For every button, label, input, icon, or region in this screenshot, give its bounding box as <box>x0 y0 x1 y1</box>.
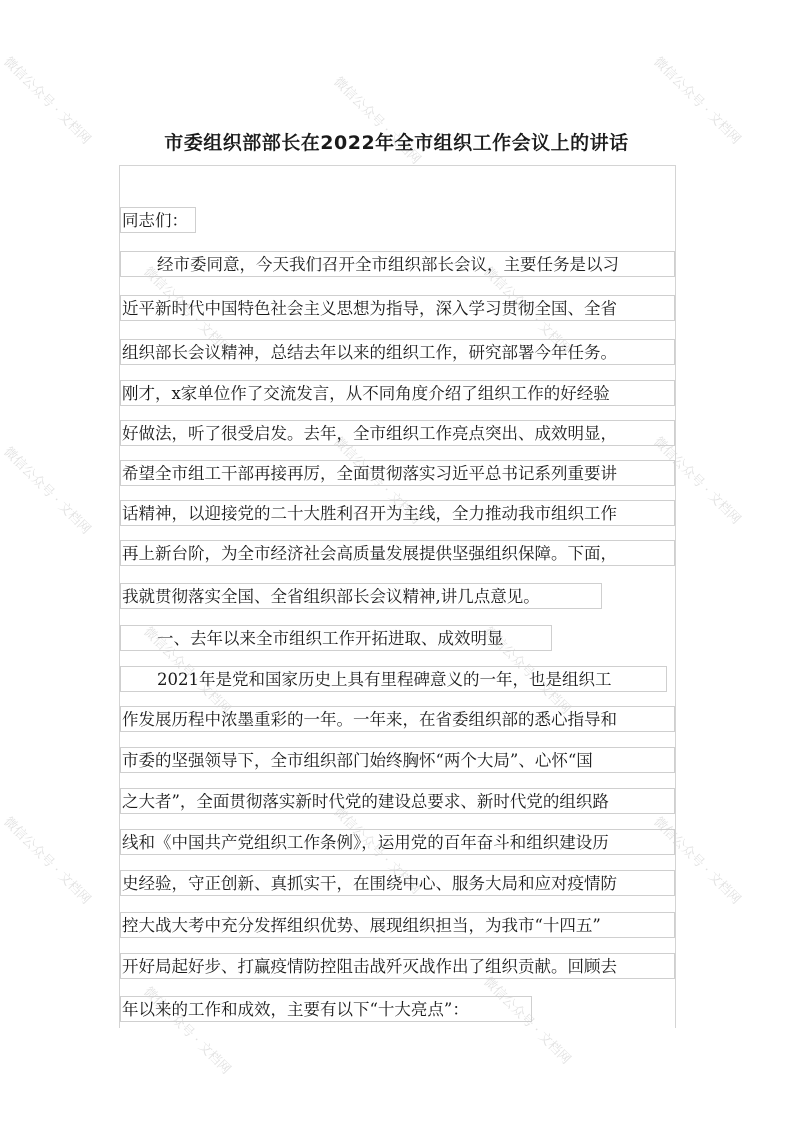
paragraph-line: 作发展历程中浓墨重彩的一年。一年来，在省委组织部的悉心指导和 <box>120 706 675 732</box>
watermark-text: 微信公众号 · 文档网 <box>140 984 234 1078</box>
watermark-text: 微信公众号 · 文档网 <box>140 264 234 358</box>
section-heading: 一、去年以来全市组织工作开拓进取、成效明显 <box>120 625 552 651</box>
paragraph-line: 经市委同意，今天我们召开全市组织部长会议，主要任务是以习 <box>120 251 675 277</box>
watermark-text: 微信公众号 · 文档网 <box>330 804 424 898</box>
paragraph-line: 组织部长会议精神，总结去年以来的组织工作，研究部署今年任务。 <box>120 339 675 365</box>
paragraph-line: 好做法，听了很受启发。去年，全市组织工作亮点突出、成效明显， <box>120 420 675 446</box>
watermark-text: 微信公众号 · 文档网 <box>480 974 574 1068</box>
watermark-text: 微信公众号 · 文档网 <box>330 74 424 168</box>
watermark-text: 微信公众号 · 文档网 <box>480 624 574 718</box>
watermark-text: 微信公众号 · 文档网 <box>0 444 94 538</box>
paragraph-line: 近平新时代中国特色社会主义思想为指导，深入学习贯彻全国、全省 <box>120 295 675 321</box>
watermark-text: 微信公众号 · 文档网 <box>0 54 94 148</box>
paragraph-line: 史经验，守正创新、真抓实干，在围绕中心、服务大局和应对疫情防 <box>120 870 675 896</box>
paragraph-line: 同志们： <box>120 207 196 233</box>
watermark-text: 微信公众号 · 文档网 <box>650 434 744 528</box>
paragraph-line: 控大战大考中充分发挥组织优势、展现组织担当，为我市“十四五” <box>120 912 675 938</box>
document-title: 市委组织部部长在2022年全市组织工作会议上的讲话 <box>164 132 629 154</box>
paragraph-line: 线和《中国共产党组织工作条例》，运用党的百年奋斗和组织建设历 <box>120 829 675 855</box>
paragraph-line: 之大者”，全面贯彻落实新时代党的建设总要求、新时代党的组织路 <box>120 788 675 814</box>
paragraph-line: 开好局起好步、打赢疫情防控阻击战歼灭战作出了组织贡献。回顾去 <box>120 953 675 979</box>
paragraph-line: 市委的坚强领导下，全市组织部门始终胸怀“两个大局”、心怀“国 <box>120 747 675 773</box>
watermark-text: 微信公众号 · 文档网 <box>480 264 574 358</box>
paragraph-line: 年以来的工作和成效，主要有以下“十大亮点”： <box>120 996 532 1022</box>
paragraph-line: 我就贯彻落实全国、全省组织部长会议精神,讲几点意见。 <box>120 583 602 609</box>
watermark-text: 微信公众号 · 文档网 <box>0 814 94 908</box>
paragraph-line: 希望全市组工干部再接再厉，全面贯彻落实习近平总书记系列重要讲 <box>120 460 675 486</box>
paragraph-line: 刚才，x家单位作了交流发言，从不同角度介绍了组织工作的好经验 <box>120 380 675 406</box>
paragraph-line: 话精神，以迎接党的二十大胜利召开为主线，全力推动我市组织工作 <box>120 500 675 526</box>
watermark-text: 微信公众号 · 文档网 <box>330 434 424 528</box>
paragraph-line: 2021年是党和国家历史上具有里程碑意义的一年，也是组织工 <box>120 666 667 692</box>
watermark-text: 微信公众号 · 文档网 <box>650 814 744 908</box>
watermark-text: 微信公众号 · 文档网 <box>140 624 234 718</box>
watermark-text: 微信公众号 · 文档网 <box>650 54 744 148</box>
paragraph-line: 再上新台阶，为全市经济社会高质量发展提供坚强组织保障。下面， <box>120 540 675 566</box>
